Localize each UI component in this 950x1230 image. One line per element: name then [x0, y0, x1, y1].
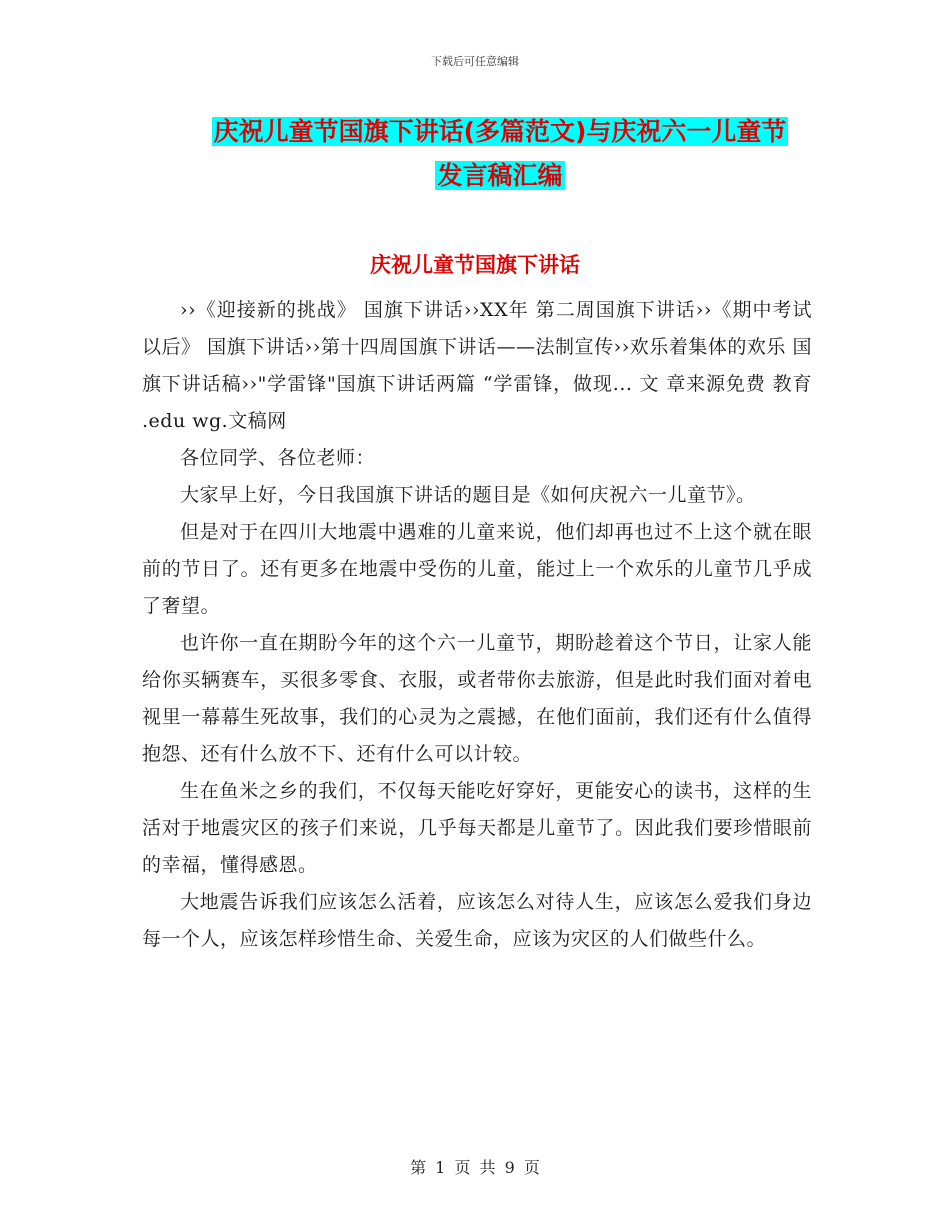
header-note: 下载后可任意编辑	[431, 55, 519, 68]
paragraph-salutation: 各位同学、各位老师：	[180, 447, 376, 469]
paragraph: 但是对于在四川大地震中遇难的儿童来说，他们却再也过不上这个就在眼前的节日了。还有更多在地震中受伤的儿童，能过上一个欢乐的儿童节几乎成了奢望。	[142, 521, 812, 617]
paragraph: 也许你一直在期盼今年的这个六一儿童节，期盼趁着这个节日，让家人能给你买辆赛车，买很多零食、衣服，或者带你去旅游，但是此时我们面对着电视里一幕幕生死故事，我们的心灵为之震撼，在他们面前，我们还有什么值得抱怨、还有什么放不下、还有什么可以计较。	[142, 632, 812, 765]
paragraph-greeting: 大家早上好，今日我国旗下讲话的题目是《如何庆祝六一儿童节》。	[180, 484, 756, 506]
section-title: 庆祝儿童节国旗下讲话	[370, 253, 580, 277]
document-title	[140, 110, 860, 198]
paragraph: 大地震告诉我们应该怎么活着，应该怎么对待人生，应该怎么爱我们身边每一个人，应该怎样珍惜生命、关爱生命，应该为灾区的人们做些什么。	[142, 891, 812, 950]
document-body	[142, 292, 812, 958]
paragraph-related-links: ››《迎接新的挑战》 国旗下讲话››XX年 第二周国旗下讲话››《期中考试以后》 国旗下讲话››第十四周国旗下讲话——法制宣传››欢乐着集体的欢乐 国旗下讲话稿››"学雷锋"国旗下讲话两篇 “学雷锋，做现... 文 章来源免费 教育 .edu wg.文稿网	[142, 299, 812, 432]
document-title-line-1: 庆祝儿童节国旗下讲话(多篇范文)与庆祝六一儿童节	[213, 117, 787, 146]
paragraph: 生在鱼米之乡的我们，不仅每天能吃好穿好，更能安心的读书，这样的生活对于地震灾区的孩子们来说，几乎每天都是儿童节了。因此我们要珍惜眼前的幸福，懂得感恩。	[142, 780, 812, 876]
document-title-line-2: 发言稿汇编	[437, 161, 563, 190]
page-number-footer: 第 1 页 共 9 页	[410, 1158, 540, 1177]
